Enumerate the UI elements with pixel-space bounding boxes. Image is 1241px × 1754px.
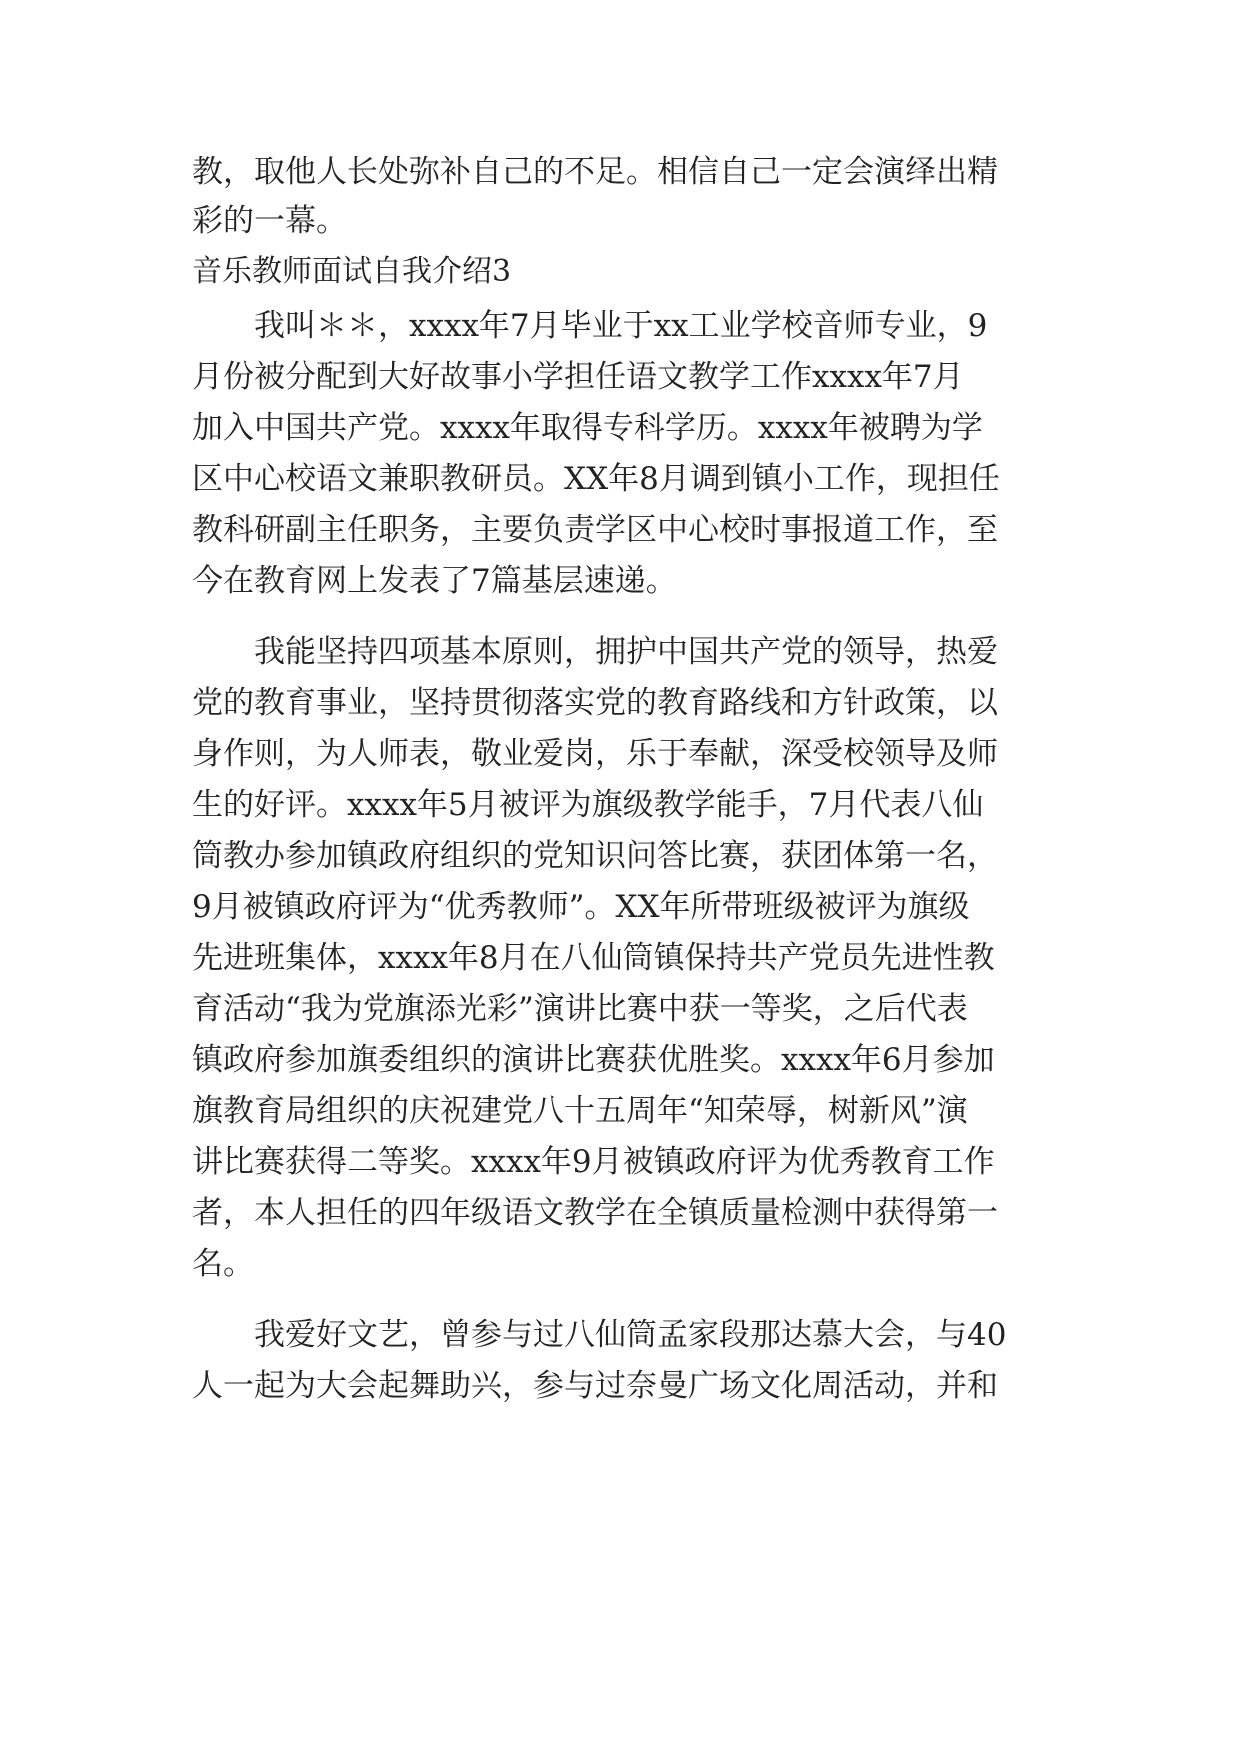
text-line: 教，取他人长处弥补自己的不足。相信自己一定会演绎出精 [192, 154, 998, 190]
text-line: 9月被镇政府评为“优秀教师”。XX年所带班级被评为旗级 [192, 889, 970, 925]
text-line: 身作则，为人师表，敬业爱岗，乐于奉献，深受校领导及师 [192, 736, 998, 772]
text-line: 者，本人担任的四年级语文教学在全镇质量检测中获得第一 [192, 1195, 998, 1231]
text-line: 先进班集体，xxxx年8月在八仙筒镇保持共产党员先进性教 [192, 940, 995, 976]
text-line: 加入中国共产党。xxxx年取得专科学历。xxxx年被聘为学 [192, 410, 983, 446]
text-line: 育活动“我为党旗添光彩”演讲比赛中获一等奖，之后代表 [192, 991, 968, 1027]
text-line: 讲比赛获得二等奖。xxxx年9月被镇政府评为优秀教育工作 [192, 1144, 995, 1180]
text-line: 人一起为大会起舞助兴，参与过奈曼广场文化周活动，并和 [192, 1368, 998, 1404]
text-line: 教科研副主任职务，主要负责学区中心校时事报道工作，至 [192, 512, 998, 548]
text-line: 我爱好文艺，曾参与过八仙筒孟家段那达慕大会，与40 [192, 1317, 1007, 1353]
section-heading: 音乐教师面试自我介绍3 [192, 254, 512, 289]
text-line: 区中心校语文兼职教研员。XX年8月调到镇小工作，现担任 [192, 461, 1000, 497]
text-line: 我叫＊＊，xxxx年7月毕业于xx工业学校音师专业，9 [192, 308, 988, 344]
text-line: 党的教育事业，坚持贯彻落实党的教育路线和方针政策，以 [192, 685, 998, 721]
text-line: 旗教育局组织的庆祝建党八十五周年“知荣辱，树新风”演 [192, 1093, 968, 1129]
text-line: 月份被分配到大好故事小学担任语文教学工作xxxx年7月 [192, 359, 964, 395]
text-line: 生的好评。xxxx年5月被评为旗级教学能手，7月代表八仙 [192, 787, 984, 823]
text-line: 名。 [192, 1246, 254, 1282]
text-line: 彩的一幕。 [192, 203, 347, 239]
text-line: 我能坚持四项基本原则，拥护中国共产党的领导，热爱 [192, 634, 998, 670]
text-line: 今在教育网上发表了7篇基层速递。 [192, 563, 677, 599]
text-line: 筒教办参加镇政府组织的党知识问答比赛，获团体第一名， [192, 838, 998, 874]
text-line: 镇政府参加旗委组织的演讲比赛获优胜奖。xxxx年6月参加 [192, 1042, 995, 1078]
